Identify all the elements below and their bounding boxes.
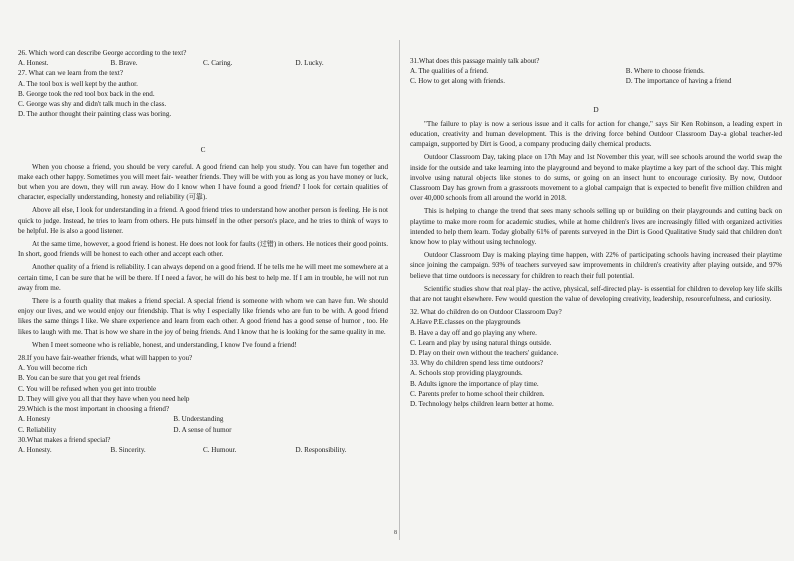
option[interactable]: B. Where to choose friends. bbox=[625, 67, 705, 76]
option[interactable]: C. George was shy and didn't talk much in the class. bbox=[18, 100, 167, 109]
column-divider bbox=[399, 40, 400, 540]
passage-paragraph: When I meet someone who is reliable, honest, and understanding, I know I've found a friend! bbox=[32, 340, 297, 349]
option[interactable]: D. The author thought their painting class was boring. bbox=[18, 110, 172, 119]
option[interactable]: C. How to get along with friends. bbox=[410, 77, 505, 86]
question-31-options-row1 bbox=[410, 66, 782, 76]
passage-paragraph: Another quality of a friend is reliability. I can always depend on a good friend. If he tells me he will meet me somewhere at a certain time, I can be sure that he will be there. If I need a favor, he will do his best to help me. If I am in trouble, he will not run away from me. bbox=[18, 263, 388, 292]
passage-paragraph: Scientific studies show that real play- the active, physical, self-directed play- is essential for children to develop key life skills that are not taught elsewhere. Few would question the value of developing creativity, leadership, resourcefulness, and curiosity. bbox=[410, 284, 782, 304]
option[interactable]: B. Understanding bbox=[173, 415, 224, 424]
option[interactable]: C. Learn and play by using natural things outside. bbox=[410, 338, 552, 347]
question-31-options-row2 bbox=[410, 76, 782, 86]
option[interactable]: B. Sincerity. bbox=[110, 445, 146, 454]
option[interactable]: A.Have P.E.classes on the playgrounds bbox=[410, 318, 521, 327]
passage-paragraph: Outdoor Classroom Day is making playing time happen, with 22% of participating schools having increased their playtime since joining the campaign. 93% of teachers surveyed saw improvements in children's creativity after playing outside, and 97% believe that time outdoors is necessary for children to reach their full potential. bbox=[410, 251, 782, 280]
option[interactable]: B. Adults ignore the importance of play time. bbox=[410, 379, 539, 388]
question-26-options bbox=[18, 58, 388, 68]
option[interactable]: C. Caring. bbox=[203, 59, 233, 68]
passage-paragraph: There is a fourth quality that makes a friend special. A special friend is someone with whom we can have fun. We should enjoy our lives, and we would enjoy our friendship. That is why I especially like friends who are fun to be with. A good friend likes the same things I like. We share experience and learn from each other. A good friend has a good sense of humor , too. He likes to laugh with me. That is how we share in the joy of being friends. And I know that he is looking for the same quality in me. bbox=[18, 297, 388, 336]
question-32: 32. What do children do on Outdoor Classroom Day? bbox=[410, 308, 562, 317]
question-30: 30.What makes a friend special? bbox=[18, 435, 111, 444]
section-heading-d: D bbox=[593, 104, 599, 114]
option[interactable]: A. Honesty. bbox=[18, 445, 52, 454]
right-column bbox=[410, 56, 782, 409]
option[interactable]: B. You can be sure that you get real friends bbox=[18, 374, 141, 383]
option[interactable]: C. You will be refused when you get into trouble bbox=[18, 384, 157, 393]
question-26: 26. Which word can describe George according to the text? bbox=[18, 49, 187, 57]
question-29-options-row2 bbox=[18, 425, 388, 435]
section-heading-c: C bbox=[200, 145, 206, 155]
question-29-options-row1 bbox=[18, 414, 388, 424]
page-number: 8 bbox=[394, 530, 397, 536]
left-column bbox=[18, 48, 388, 455]
option[interactable]: A. Honesty bbox=[18, 415, 51, 424]
passage-paragraph: Above all else, I look for understanding in a friend. A good friend tries to understand how another person is feeling. He is not quick to judge. Instead, he tries to learn from others. He puts himself in the other person's place, and he tries to think of ways to be helpful. He is also a good listener. bbox=[18, 206, 388, 235]
passage-paragraph: At the same time, however, a good friend is honest. He does not look for faults (过错) in others. He notices their good points. In short, good friends will be honest to each other and accept each other. bbox=[18, 240, 388, 259]
passage-paragraph: When you choose a friend, you should be very careful. A good friend can help you study. You can have fun together and make each other happy. Sometimes you will meet fair- weather friends. They will be with you as long as you have money or luck, but when you are down, they will run away. How do I know when I have found a good friend? I look for certain qualities of character, especially understanding, honesty and reliability (可靠). bbox=[18, 162, 388, 202]
option[interactable]: D. The importance of having a friend bbox=[625, 77, 732, 86]
question-30-options bbox=[18, 445, 388, 455]
option[interactable]: D. Technology helps children learn better at home. bbox=[410, 400, 554, 409]
option[interactable]: A. Schools stop providing playgrounds. bbox=[410, 369, 523, 378]
option[interactable]: B. George took the red tool box back in the end. bbox=[18, 89, 155, 98]
option[interactable]: D. Lucky. bbox=[295, 59, 324, 68]
option[interactable]: C. Humour. bbox=[203, 445, 237, 454]
passage-paragraph: Outdoor Classroom Day, taking place on 17th May and 1st November this year, will see schools around the world swap the inside for the outside and take learning into the playground and beyond to make playtime a key part of the school day. This might involve using natural objects like stones to do sums, or going on an insect hunt to encourage curiosity. By now, Outdoor Classroom Day has grown from a grassroots movement to a global campaign that is expected to benefit five million children and over 40,000 schools from all around the world in 2018. bbox=[410, 153, 782, 203]
option[interactable]: C. Parents prefer to home school their children. bbox=[410, 389, 545, 398]
option[interactable]: B. Have a day off and go playing any where. bbox=[410, 328, 537, 337]
option[interactable]: A. You will become rich bbox=[18, 364, 88, 373]
passage-paragraph: "The failure to play is now a serious issue and it calls for action for change," says Sir Ken Robinson, a leading expert in education, creativity and human development. This is the driving force behind Outdoor Classroom Day-a global teacher-led campaign, supported by Dirt is Good, a company producing daily chemical products. bbox=[410, 119, 782, 149]
option[interactable]: B. Brave. bbox=[110, 59, 138, 68]
option[interactable]: A. The tool box is well kept by the author. bbox=[18, 79, 138, 88]
question-29: 29.Which is the most important in choosing a friend? bbox=[18, 405, 170, 414]
option[interactable]: A. Honest. bbox=[18, 59, 49, 68]
question-31: 31.What does this passage mainly talk about? bbox=[410, 57, 540, 65]
option[interactable]: C. Reliability bbox=[18, 425, 57, 434]
option[interactable]: D. They will give you all that they have when you need help bbox=[18, 394, 190, 403]
question-33: 33. Why do children spend less time outdoors? bbox=[410, 359, 544, 368]
option[interactable]: D. A sense of humor bbox=[173, 425, 232, 434]
option[interactable]: D. Responsibility. bbox=[295, 445, 347, 454]
option[interactable]: A. The qualities of a friend. bbox=[410, 67, 489, 76]
passage-paragraph: This is helping to change the trend that sees many schools selling up or building on their playgrounds and cutting back on playtime to make more room for academic studies, while at home children's lives are increasingly filled with organized activities intended to help them learn. Today globally 61% of parents surveyed in the Dirt is Good Qualitative Study said that children don't know how to play without using technology. bbox=[410, 207, 782, 247]
question-27: 27. What can we learn from the text? bbox=[18, 69, 124, 78]
question-28: 28.If you have fair-weather friends, what will happen to you? bbox=[18, 354, 193, 363]
option[interactable]: D. Play on their own without the teachers' guidance. bbox=[410, 349, 559, 358]
